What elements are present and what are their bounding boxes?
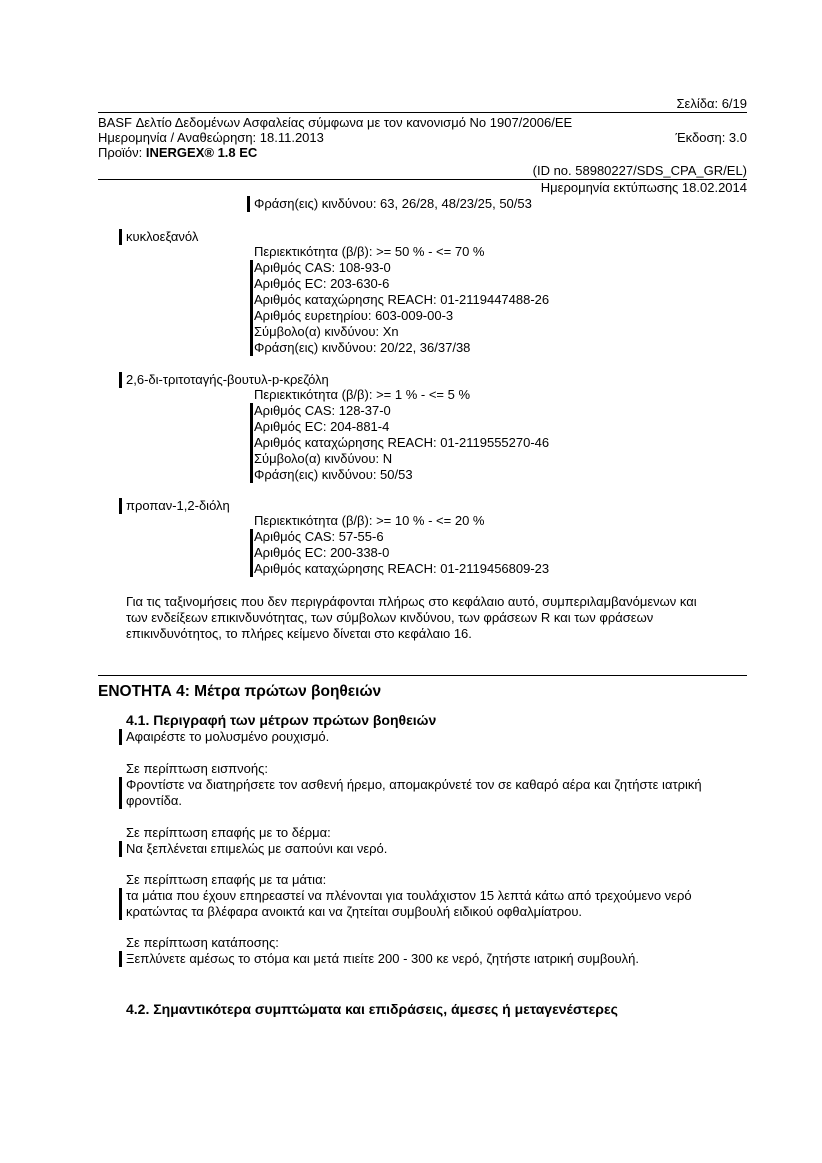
advice-line: τα μάτια που έχουν επηρεαστεί να πλένονται για τουλάχιστον 15 λεπτά κάτω από τρεχούμενο νερό [126, 888, 692, 903]
document-id: (ID no. 58980227/SDS_CPA_GR/EL) [532, 163, 747, 178]
detail-line: Αριθμός CAS: 57-55-6 [254, 529, 384, 544]
ingestion-advice: Ξεπλύνετε αμέσως το στόμα και μετά πιείτε 200 - 300 κε νερό, ζητήστε ιατρική συμβουλή. [126, 951, 640, 966]
skin-label: Σε περίπτωση επαφής με το δέρμα: [126, 825, 331, 840]
change-bar [250, 260, 253, 356]
change-bar [250, 403, 253, 483]
substance-name: 2,6-δι-τριτοταγής-βουτυλ-p-κρεζόλη [126, 372, 329, 387]
detail-line: Αριθμός EC: 204-881-4 [254, 419, 390, 434]
ingestion-label: Σε περίπτωση κατάποσης: [126, 935, 279, 950]
substance-name: προπαν-1,2-διόλη [126, 498, 230, 513]
product-name: INERGEX® 1.8 EC [145, 145, 258, 160]
detail-line: Αριθμός καταχώρησης REACH: 01-2119555270-46 [254, 435, 550, 450]
detail-line: Φράση(εις) κινδύνου: 20/22, 36/37/38 [254, 340, 471, 355]
general-advice: Αφαιρέστε το μολυσμένο ρουχισμό. [126, 729, 330, 744]
substance-details [254, 244, 549, 356]
substance-details [254, 513, 549, 577]
header-top-rule [98, 112, 747, 113]
note-line: Για τις ταξινομήσεις που δεν περιγράφονται πλήρως στο κεφάλαιο αυτό, συμπεριλαμβανόμενων και [126, 594, 697, 609]
advice-line: κρατώντας τα βλέφαρα ανοικτά και να ζητείται συμβουλή ειδικού οφθαλμίατρου. [126, 904, 583, 919]
change-bar [119, 777, 122, 809]
detail-line: Περιεκτικότητα (β/β): >= 50 % - <= 70 % [254, 244, 485, 259]
subsection-4-1-title: 4.1. Περιγραφή των μέτρων πρώτων βοηθειών [126, 712, 437, 728]
section-rule [98, 675, 747, 676]
detail-line: Φράση(εις) κινδύνου: 50/53 [254, 467, 413, 482]
detail-line: Αριθμός καταχώρησης REACH: 01-2119456809-23 [254, 561, 550, 576]
detail-line: Περιεκτικότητα (β/β): >= 10 % - <= 20 % [254, 513, 485, 528]
change-bar [119, 729, 122, 745]
note-line: επικινδυνότητος, το πλήρες κείμενο δίνεται στο κεφάλαιο 16. [126, 626, 472, 641]
detail-line: Αριθμός EC: 203-630-6 [254, 276, 390, 291]
substance-details [254, 387, 549, 483]
change-bar [119, 951, 122, 967]
inhalation-label: Σε περίπτωση εισπνοής: [126, 761, 268, 776]
detail-line: Σύμβολο(α) κινδύνου: N [254, 451, 393, 466]
detail-line: Αριθμός CAS: 108-93-0 [254, 260, 391, 275]
detail-line: Αριθμός CAS: 128-37-0 [254, 403, 391, 418]
skin-advice: Να ξεπλένεται επιμελώς με σαπούνι και νερό. [126, 841, 388, 856]
print-date: Ημερομηνία εκτύπωσης 18.02.2014 [540, 180, 747, 195]
detail-line: Αριθμός EC: 200-338-0 [254, 545, 390, 560]
revision-date: Ημερομηνία / Αναθεώρηση: 18.11.2013 [98, 130, 324, 145]
document-title: BASF Δελτίο Δεδομένων Ασφαλείας σύμφωνα με τον κανονισμό Νο 1907/2006/ΕΕ [98, 115, 573, 130]
product-line [98, 145, 257, 161]
detail-line: Περιεκτικότητα (β/β): >= 1 % - <= 5 % [254, 387, 471, 402]
detail-line: Σύμβολο(α) κινδύνου: Xn [254, 324, 399, 339]
change-bar [119, 888, 122, 920]
change-bar [119, 498, 122, 514]
subsection-4-2-title: 4.2. Σημαντικότερα συμπτώματα και επιδράσεις, άμεσες ή μεταγενέστερες [126, 1001, 618, 1017]
inhalation-advice [126, 777, 702, 809]
change-bar [247, 196, 250, 212]
eyes-label: Σε περίπτωση επαφής με τα μάτια: [126, 872, 327, 887]
eyes-advice [126, 888, 692, 920]
advice-line: φροντίδα. [126, 793, 182, 808]
note-line: των ενδείξεων επικινδυνότητας, των σύμβολων κινδύνου, των φράσεων R και των φράσεων [126, 610, 654, 625]
detail-line: Αριθμός ευρετηρίου: 603-009-00-3 [254, 308, 454, 323]
change-bar [119, 372, 122, 388]
page-number: Σελίδα: 6/19 [676, 96, 747, 111]
continued-risk-phrases: Φράση(εις) κινδύνου: 63, 26/28, 48/23/25, 50/53 [254, 196, 532, 211]
change-bar [119, 841, 122, 857]
change-bar [250, 529, 253, 577]
version: Έκδοση: 3.0 [675, 130, 747, 145]
advice-line: Φροντίστε να διατηρήσετε τον ασθενή ήρεμο, απομακρύνετέ τον σε καθαρό αέρα και ζητήστε ιατρική [126, 777, 702, 792]
detail-line: Αριθμός καταχώρησης REACH: 01-2119447488-26 [254, 292, 550, 307]
product-prefix: Προϊόν: [98, 145, 146, 160]
substance-name: κυκλοεξανόλ [126, 229, 199, 244]
change-bar [119, 229, 122, 245]
section-4-title: ΕΝΟΤΗΤΑ 4: Μέτρα πρώτων βοηθειών [98, 683, 382, 700]
classification-note [126, 594, 697, 642]
